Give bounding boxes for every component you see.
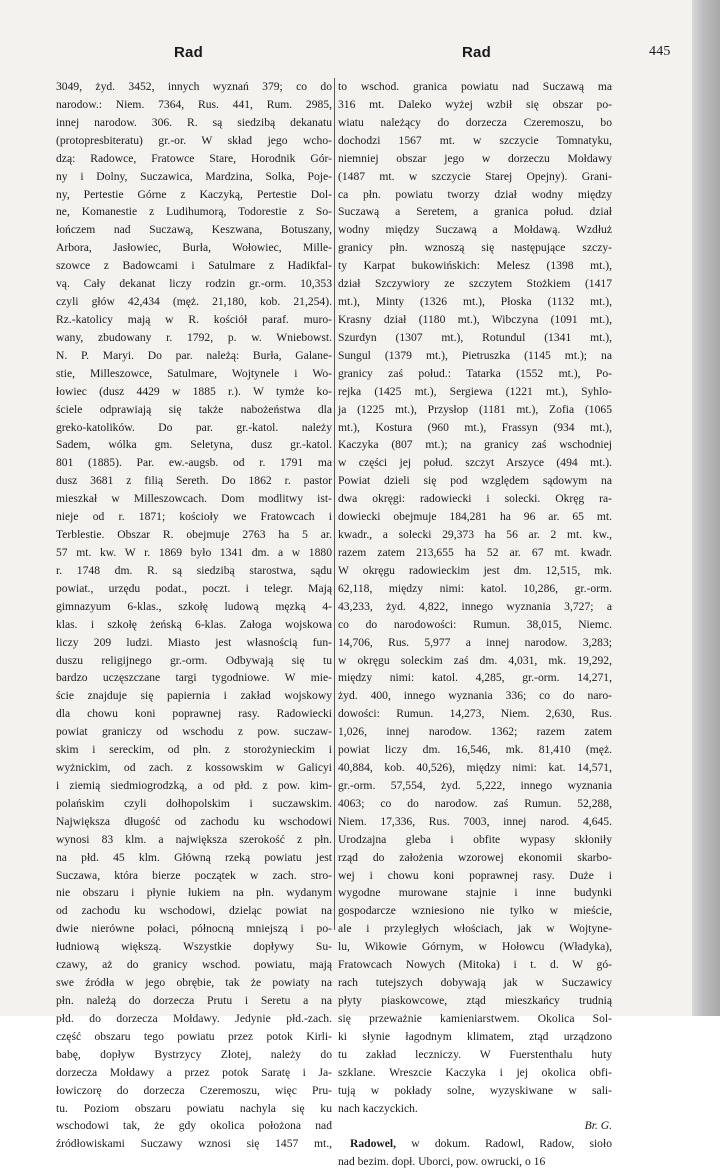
text-line: ne, Komanestie z Ludihumorą, Todorestie z So-	[56, 205, 332, 219]
text-line: Suczawą a Seretem, a granica połud. dział	[338, 205, 612, 219]
text-line: w części jej połud. szczyt Arszyce (494 mt.).	[338, 456, 612, 470]
text-line: 62,118, między nimi: katol. 10,286, gr.-orm.	[338, 581, 612, 595]
text-line: dzą: Radowce, Fratowce Stare, Horodnik Gór-	[56, 151, 332, 165]
text-line: wodny między Suczawą a Mołdawą. Wzdłuż	[338, 223, 612, 237]
entry-headword: Radowel,	[350, 1137, 397, 1151]
text-line: Największa długość od zachodu ku wschodowi	[56, 814, 332, 828]
right-column	[338, 78, 613, 1169]
text-line: powiat., urzędu podat., poczt. i telegr. Mają	[56, 581, 332, 595]
text-line: Rz.-katolicy mają w R. kościół paraf. muro-	[56, 312, 332, 326]
text-line: granicy zaś połud.: Tatarka (1552 mt.), Po-	[338, 366, 612, 380]
text-line: rząd do założenia wzorowej ekonomii skarbo-	[338, 850, 612, 864]
text-line: szowce z Badowcami i Satulmare z Hadikfal-	[56, 259, 332, 273]
text-line: skim i sereckim, od płn. z storożynieckim i	[56, 743, 332, 757]
text-line: tują w pokłady solne, wyzyskiwane w sali-	[338, 1083, 612, 1097]
text-line: od zachodu ku wschodowi, dzieląc powiat na	[56, 904, 332, 918]
text-line: powiat liczy dm. 16,546, mk. 81,410 (męż.	[338, 743, 612, 757]
text-line: nach kaczyckich.	[338, 1101, 418, 1115]
text-line: dowiecki obejmuje 184,281 ha 96 ar. 65 mt.	[338, 510, 612, 524]
text-line: ście znajduje się papiernia i zakład wojskowy	[56, 689, 332, 703]
text-line: 43,233, żyd. 4,822, innego wyznania 3,727; a	[338, 599, 612, 613]
text-line: Suczawa, która bierze początek w zach. stro-	[56, 868, 332, 882]
text-line: wej i chowu koni poprawnej rasy. Duże i	[338, 868, 612, 882]
left-column	[56, 78, 332, 1151]
text-line: mt.), Kostura (960 mt.), Frassyn (934 mt.),	[338, 420, 612, 434]
text-line: Szurdyn (1307 mt.), Rotundul (1341 mt.),	[338, 330, 612, 344]
text-line: polańskim czyli dołhopolskim i suczawskim.	[56, 796, 332, 810]
text-line: tu zakład leczniczy. W Fuerstenthalu huty	[338, 1047, 612, 1061]
text-line: wygodne murowane stajnie i inne budynki	[338, 886, 612, 900]
text-line: czawy, aż do granicy wschod. powiatu, mają	[56, 958, 332, 972]
entry-second-line: nad bezim. dopł. Uborci, pow. owrucki, o 16	[338, 1155, 546, 1169]
text-line: 1,026, innej narodow. 1362; razem zatem	[338, 725, 612, 739]
text-line: 316 mt. Daleko wyżej wzbił się obszar po-	[338, 97, 612, 111]
text-line: dowości: Rumun. 14,273, Niem. 2,630, Rus.	[338, 707, 612, 721]
text-line: 14,706, Rus. 5,977 a innej narodow. 3,283;	[338, 635, 612, 649]
text-line: 801 (1885). Par. ew.-augsb. od r. 1791 ma	[56, 456, 332, 470]
text-line: dusz 3681 z filią Sereth. Do 1862 r. pastor	[56, 474, 332, 488]
text-line: płyty piaskowcowe, ztąd mieszkańcy trudnią	[338, 994, 612, 1008]
text-line: to wschod. granica powiatu nad Suczawą ma	[338, 80, 612, 93]
text-line: Sadem, wólka gm. Seletyna, dusz gr.-katol.	[56, 438, 332, 452]
text-line: wany, zbudowany r. 1792, p. w. Wniebowst.	[56, 330, 332, 344]
text-line: greko-katolików. Do par. gr.-katol. należy	[56, 420, 332, 434]
text-line: dwie nierówne połaci, północną mniejszą i po-	[56, 922, 332, 936]
text-line: narodow.: Niem. 7364, Rus. 441, Rum. 2985,	[56, 97, 332, 111]
text-line: między nimi: katol. 4,285, gr.-orm. 14,271,	[338, 671, 612, 685]
entry-first-line	[338, 1135, 612, 1153]
text-line: duszu religijnego gr.-orm. Odbywają się tu	[56, 653, 332, 667]
text-line: szklane. Wreszcie Kaczyka i jej okolica obfi-	[338, 1065, 612, 1079]
text-line: co do narodowości: Rumun. 38,015, Niemc.	[338, 617, 612, 631]
text-line: wschodowi tak, że gdy okolica położona nad	[56, 1119, 332, 1133]
text-line: razem zatem 213,655 ha 52 ar. 67 mt. kwadr.	[338, 545, 612, 559]
text-line: kwadr., a solecki 29,373 ha 56 ar. 2 mt. kw.,	[338, 528, 612, 542]
entry-line1-rest: w dokum. Radowl, Radow, sioło	[411, 1137, 613, 1151]
text-line: 3049, żyd. 3452, innych wyznań 379; co do	[56, 80, 332, 93]
text-line: się przeważnie kamieniarstwem. Okolica Sol-	[338, 1011, 612, 1025]
text-line: Niem. 17,336, Rus. 7003, innej narod. 4,645.	[338, 814, 612, 828]
running-head-left: Rad	[174, 44, 203, 61]
text-line: żyd. 400, innego wyznania 336; co do naro-	[338, 689, 612, 703]
text-line: babę, dopływ Bystrzycy Złotej, należy do	[56, 1047, 332, 1061]
text-line: klas. i szkołę żeńską 6-klas. Załoga wojskowa	[56, 617, 332, 631]
text-line: tu. Poziom obszaru powiatu nachyla się ku	[56, 1101, 332, 1115]
text-line: granicy płn. wznoszą się następujące szczy-	[338, 241, 612, 255]
text-line: nie obszaru i płynie łukiem na płn. wydanym	[56, 886, 332, 900]
text-line: czyli głów 42,434 (męż. 21,180, kob. 21,254).	[56, 295, 332, 309]
text-line: gr.-orm. 57,554, żyd. 5,222, innego wyznania	[338, 778, 612, 792]
text-line: lu, Wikowie Górnym, w Hołowcu (Władyka),	[338, 940, 612, 954]
text-line: dochodzi 1567 mt. w szczycie Tomnatyku,	[338, 133, 612, 147]
text-line: łończem nad Suczawą, Keszwana, Botuszany,	[56, 223, 332, 237]
book-page-edge	[692, 0, 720, 1016]
text-line: powiat graniczy od wschodu z pow. suczaw-	[56, 725, 332, 739]
text-line: nieje od r. 1871; kościoły we Fratowcach i	[56, 510, 332, 524]
text-line: swe źródła w jego obrębie, tak że powiaty na	[56, 976, 332, 990]
text-line: vą. Cały dekanat liczy rodzin gr.-orm. 10,353	[56, 277, 332, 291]
text-line: rach tutejszych dobywają jak w Suczawicy	[338, 976, 612, 990]
text-line: płn. należą do dorzecza Prutu i Seretu a na	[56, 994, 332, 1008]
text-line: 57 mt. kw. W r. 1869 było 1341 dm. a w 1880	[56, 545, 332, 559]
text-line: i ziemią siedmiogrodzką, a od płd. z pow. kim-	[56, 778, 332, 792]
text-line: (protopresbiteratu) gr.-or. W skład jego wcho-	[56, 133, 332, 147]
text-line: ca płn. powiatu tworzy dział wodny między	[338, 187, 612, 201]
text-line: ny i Dolny, Suczawica, Mardzina, Solka, Poje-	[56, 169, 332, 183]
text-line: dwa okręgi: radowiecki i solecki. Okręg ra-	[338, 492, 612, 506]
text-line: łudniową większą. Wszystkie dopływy Su-	[56, 940, 332, 954]
page-number: 445	[649, 44, 671, 59]
text-line: ty Karpat bukowińskich: Melesz (1398 mt.),	[338, 259, 612, 273]
text-line: w okręgu soleckim zaś dm. 4,031, mk. 19,292,	[338, 653, 612, 667]
text-line: (1487 mt. w szczycie Starej Opejny). Grani-	[338, 169, 612, 183]
text-line: Powiat dzieli się pod względem sądowym na	[338, 474, 612, 488]
text-line: ja (1225 mt.), Przysłop (1181 mt.), Zofia (1065	[338, 402, 612, 416]
column-divider	[334, 78, 335, 930]
text-line: stie, Milleszowce, Satulmare, Wojtynele i Wo-	[56, 366, 332, 380]
text-line: r. 1748 dm. R. są siedzibą starostwa, sądu	[56, 563, 332, 577]
text-line: rejka (1425 mt.), Sergiewa (1221 mt.), Syhlo-	[338, 384, 612, 398]
text-line: Arbora, Jasłowiec, Burła, Wołowiec, Mille-	[56, 241, 332, 255]
text-line: wynosi 83 klm. a największa szerokość z płn.	[56, 832, 332, 846]
right-column-body	[338, 78, 612, 1117]
text-line: 4063; co do narodow. zaś Rumun. 52,288,	[338, 796, 612, 810]
text-line: mt.), Minty (1326 mt.), Płoska (1132 mt.),	[338, 295, 612, 309]
text-line: dział Szczywiory ze szczytem Stożkiem (1417	[338, 277, 612, 291]
text-line: wiatu należący do dorzecza Czeremoszu, bo	[338, 115, 612, 129]
text-line: dorzecza Mołdawy a przez potok Saratę i Ja-	[56, 1065, 332, 1079]
text-line: 40,884, kob. 40,526), między nimi: kat. 14,571,	[338, 761, 612, 775]
text-line: mieszkał w Milleszowcach. Dom modlitwy ist-	[56, 492, 332, 506]
text-line: Urodzajna gleba i obfite wypasy skłoniły	[338, 832, 612, 846]
text-line: na płd. 45 klm. Główną rzeką powiatu jest	[56, 850, 332, 864]
text-line: ki słynie łagodnym klimatem, ztąd urządzono	[338, 1029, 612, 1043]
author-signature: Br. G.	[584, 1119, 612, 1133]
text-line: Sungul (1379 mt.), Pietruszka (1145 mt.); na	[338, 348, 612, 362]
text-line: innej narodow. 306. R. są siedzibą dekanatu	[56, 115, 332, 129]
text-line: gimnazyum 6-klas., szkołę ludową męzką 4-	[56, 599, 332, 613]
text-line: część obszaru tego powiatu przez potok Kirli-	[56, 1029, 332, 1043]
text-line: wyżnickim, od zach. z kossowskim w Galicyi	[56, 761, 332, 775]
text-line: płd. do dorzecza Mołdawy. Jedynie płd.-zach.	[56, 1011, 332, 1025]
text-line: gospodarcze wzniesiono nie tylko w mieście,	[338, 904, 612, 918]
text-line: Krasny dział (1180 mt.), Wibczyna (1091 mt.),	[338, 312, 612, 326]
text-line: bardzo uczęszczane targi tygodniowe. W mie-	[56, 671, 332, 685]
text-line: niemniej obszar jego w dorzeczu Mołdawy	[338, 151, 612, 165]
text-line: Kaczyka (807 mt.); na granicy zaś wschodniej	[338, 438, 612, 452]
text-line: W okręgu radowieckim jest dm. 12,515, mk.	[338, 563, 612, 577]
text-line: Terblestie. Obszar R. obejmuje 2763 ha 5 ar.	[56, 528, 332, 542]
text-line: liczy 209 ludzi. Miasto jest własnością fun-	[56, 635, 332, 649]
text-line: ale i przyległych włościach, jak w Wojtyne-	[338, 922, 612, 936]
text-line: łowiec (dusz 4429 w 1885 r.). W tymże ko-	[56, 384, 332, 398]
running-head-center: Rad	[462, 44, 491, 61]
text-line: Fratowcach Nowych (Mitoka) i t. d. W gó-	[338, 958, 612, 972]
text-line: łowiczorę do dorzecza Czeremoszu, więc Pru-	[56, 1083, 332, 1097]
text-line: ny, Pertestie Górne z Kaczyką, Pertestie Dol-	[56, 187, 332, 201]
text-line: N. P. Maryi. Do par. należą: Burła, Galane-	[56, 348, 332, 362]
text-line: źródłowiskami Suczawy wznosi się 1457 mt.,	[56, 1137, 332, 1151]
text-line: ściele odprawiają się także nabożeństwa dla	[56, 402, 332, 416]
text-line: dla chowu koni poprawnej rasy. Radowiecki	[56, 707, 332, 721]
